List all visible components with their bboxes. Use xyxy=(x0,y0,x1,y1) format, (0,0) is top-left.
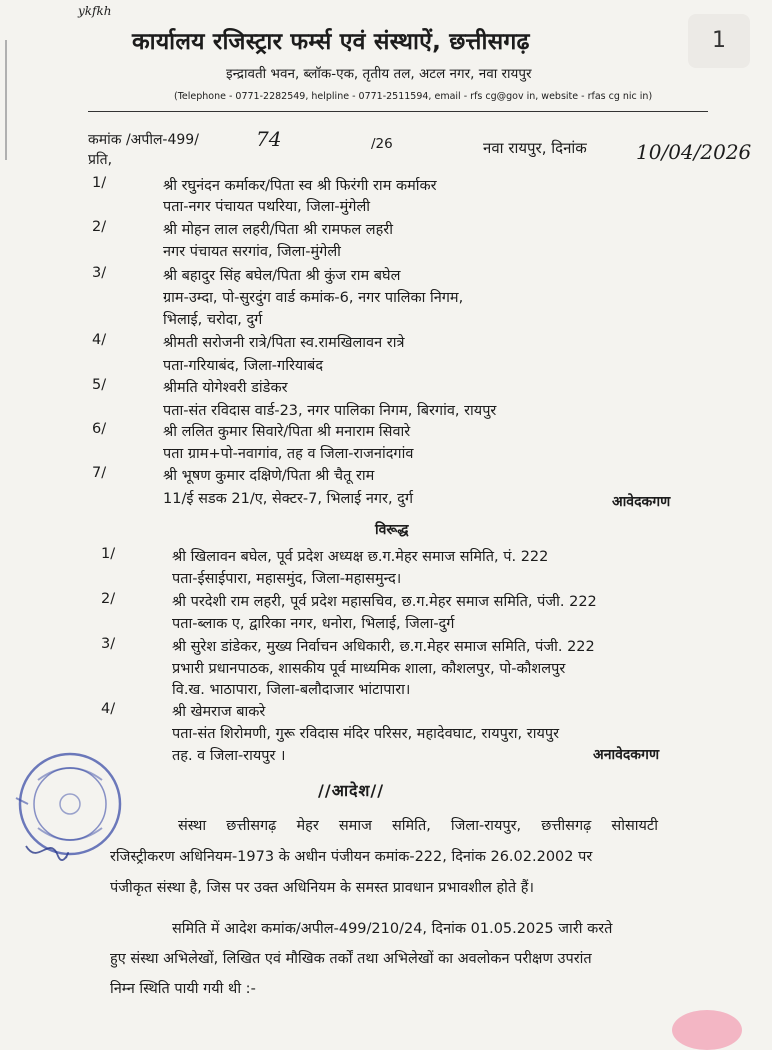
respondent-line: पता-ब्लाक ए, द्वारिका नगर, धनोरा, भिलाई, जिला-दुर्ग xyxy=(172,616,455,632)
reference-number: 74 xyxy=(256,127,282,151)
reference-label: कमांक /अपील-499/ xyxy=(88,132,199,148)
office-contact: (Telephone - 0771-2282549, helpline - 0771-2511594, email - rfs cg@gov in, website - rfas cg nic in) xyxy=(174,91,653,102)
respondent-line: श्री खेमराज बाकरे xyxy=(172,704,266,720)
applicant-line: श्री बहादुर सिंह बघेल/पिता श्री कुंज राम बघेल xyxy=(163,268,401,284)
applicant-number: 6/ xyxy=(92,421,107,437)
office-address: इन्द्रावती भवन, ब्लॉक-एक, तृतीय तल, अटल नगर, नवा रायपुर xyxy=(226,66,532,82)
applicant-line: पता-नगर पंचायत पथरिया, जिला-मुंगेली xyxy=(163,199,371,215)
applicant-number: 4/ xyxy=(92,332,107,348)
applicants-title: आवेदकगण xyxy=(612,494,671,510)
respondent-line: श्री सुरेश डांडेकर, मुख्य निर्वाचन अधिकारी, छ.ग.मेहर समाज समिति, पंजी. 222 xyxy=(172,639,595,655)
respondent-number: 2/ xyxy=(101,591,116,607)
applicant-number: 3/ xyxy=(92,265,107,281)
respondent-line: पता-संत शिरोमणी, गुरू रविदास मंदिर परिसर, महादेवघाट, रायपुरा, रायपुर xyxy=(172,726,560,742)
office-title: कार्यालय रजिस्ट्रार फर्म्स एवं संस्थाऐं, छत्तीसगढ़ xyxy=(132,29,530,55)
applicant-line: श्रीमति योगेश्वरी डांडेकर xyxy=(163,380,288,396)
respondent-line: श्री परदेशी राम लहरी, पूर्व प्रदेश महासचिव, छ.ग.मेहर समाज समिति, पंजी. 222 xyxy=(172,594,597,610)
order-paragraph-line: रजिस्ट्रीकरण अधिनियम-1973 के अधीन पंजीयन कमांक-222, दिनांक 26.02.2002 पर xyxy=(110,849,593,865)
fold-mark xyxy=(0,40,12,160)
corner-mark: ykfkh xyxy=(78,4,112,18)
respondent-number: 3/ xyxy=(101,636,116,652)
page-number: 1 xyxy=(688,14,750,68)
office-stamp xyxy=(8,746,126,864)
order-date: 10/04/2026 xyxy=(636,140,752,164)
respondent-number: 4/ xyxy=(101,701,116,717)
to-label: प्रति, xyxy=(88,152,113,168)
reference-year: /26 xyxy=(371,136,393,152)
order-paragraph-line: समिति में आदेश कमांक/अपील-499/210/24, दिनांक 01.05.2025 जारी करते xyxy=(172,921,613,937)
applicant-line: पता ग्राम+पो-नवागांव, तह व जिला-राजनांदगांव xyxy=(163,446,414,462)
applicant-line: 11/ई सडक 21/ए, सेक्टर-7, भिलाई नगर, दुर्ग xyxy=(163,491,414,507)
applicant-number: 2/ xyxy=(92,219,107,235)
applicant-number: 5/ xyxy=(92,377,107,393)
order-heading: //आदेश// xyxy=(318,781,385,800)
applicant-line: श्री रघुनंदन कर्माकर/पिता स्व श्री फिरंगी राम कर्माकर xyxy=(163,178,437,194)
respondent-number: 1/ xyxy=(101,546,116,562)
place-date-label: नवा रायपुर, दिनांक xyxy=(483,139,587,157)
respondent-line: तह. व जिला-रायपुर । xyxy=(172,748,286,764)
respondent-line: श्री खिलावन बघेल, पूर्व प्रदेश अध्यक्ष छ.ग.मेहर समाज समिति, पं. 222 xyxy=(172,549,549,565)
applicant-line: श्री भूषण कुमार दक्षिणे/पिता श्री चैतू राम xyxy=(163,468,375,484)
applicant-number: 7/ xyxy=(92,465,107,481)
order-paragraph-line: संस्था छत्तीसगढ़ मेहर समाज समिति, जिला-रायपुर, छत्तीसगढ़ सोसायटी xyxy=(178,818,658,834)
applicant-line: भिलाई, चरोदा, दुर्ग xyxy=(163,312,263,328)
order-paragraph-line: निम्न स्थिति पायी गयी थी :- xyxy=(110,981,256,997)
respondent-line: वि.ख. भाठापारा, जिला-बलौदाजार भांटापारा। xyxy=(172,682,411,698)
respondents-title: अनावेदकगण xyxy=(593,747,660,763)
pink-smudge xyxy=(672,1010,742,1050)
versus-heading: विरूद्ध xyxy=(375,522,409,538)
applicant-line: श्री मोहन लाल लहरी/पिता श्री रामफल लहरी xyxy=(163,222,393,238)
applicant-line: श्रीमती सरोजनी रात्रे/पिता स्व.रामखिलावन रात्रे xyxy=(163,335,405,351)
respondent-line: प्रभारी प्रधानपाठक, शासकीय पूर्व माध्यमिक शाला, कौशलपुर, पो-कौशलपुर xyxy=(172,661,566,677)
header-divider xyxy=(88,111,708,112)
applicant-number: 1/ xyxy=(92,175,107,191)
order-paragraph-line: हुए संस्था अभिलेखों, लिखित एवं मौखिक तर्कों तथा अभिलेखों का अवलोकन परीक्षण उपरांत xyxy=(110,951,592,967)
applicant-line: ग्राम-उम्दा, पो-सुरदुंग वार्ड कमांक-6, नगर पालिका निगम, xyxy=(163,290,464,306)
applicant-line: नगर पंचायत सरगांव, जिला-मुंगेली xyxy=(163,244,341,260)
applicant-line: श्री ललित कुमार सिवारे/पिता श्री मनाराम सिवारे xyxy=(163,424,411,440)
applicant-line: पता-संत रविदास वार्ड-23, नगर पालिका निगम, बिरगांव, रायपुर xyxy=(163,403,497,419)
respondent-line: पता-ईसाईपारा, महासमुंद, जिला-महासमुन्द। xyxy=(172,571,402,587)
applicant-line: पता-गरियाबंद, जिला-गरियाबंद xyxy=(163,358,324,374)
order-paragraph-line: पंजीकृत संस्था है, जिस पर उक्त अधिनियम के समस्त प्रावधान प्रभावशील होते हैं। xyxy=(110,880,534,896)
